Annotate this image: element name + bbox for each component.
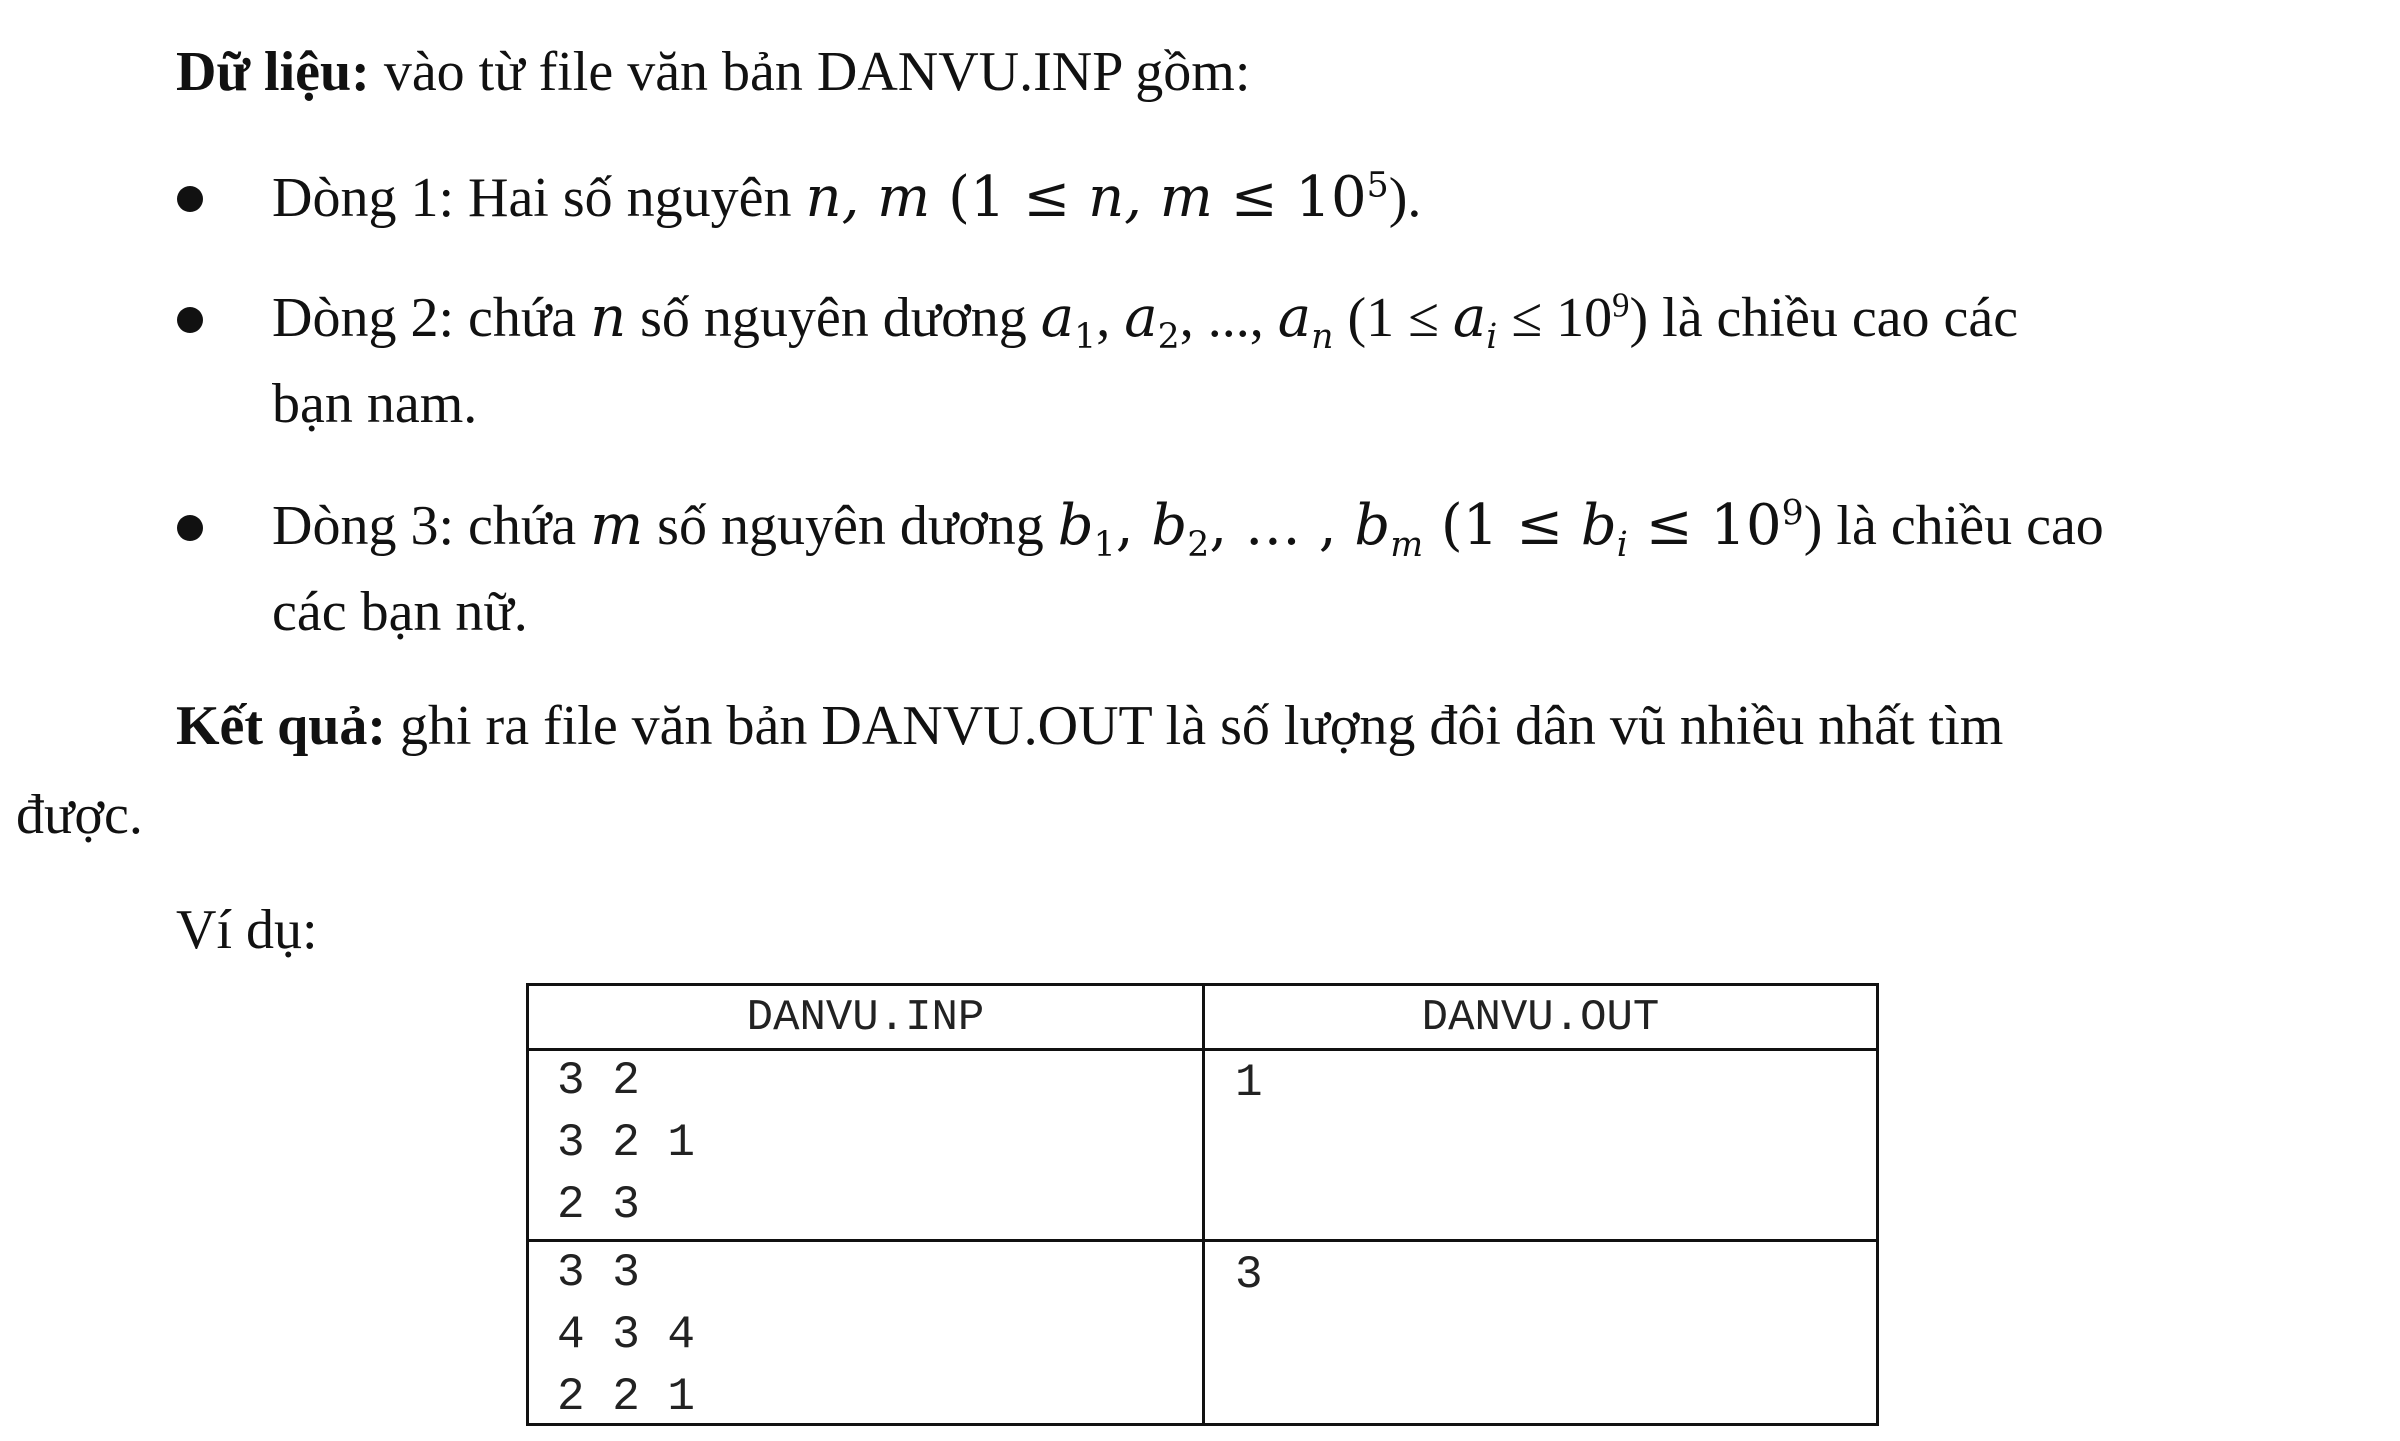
line3-subm: m [1390, 525, 1424, 566]
output-heading: Kết quả: [176, 695, 386, 757]
table-row-2-inp-line-1: 3 3 [557, 1247, 640, 1299]
input-section-line [176, 40, 1250, 104]
line2-middle: số nguyên dương [626, 287, 1041, 349]
bullet-icon [177, 307, 203, 333]
table-row-2-inp-line-2: 4 3 4 [557, 1309, 696, 1361]
line1-constraint-vars: n, m [1088, 165, 1213, 230]
input-heading: Dữ liệu: [176, 41, 370, 103]
line3-c-exp: 9 [1781, 493, 1804, 534]
line2-spec [272, 285, 2384, 358]
line3-c-mid: ≤ 10 [1627, 493, 1782, 558]
line3-continuation: các bạn nữ. [272, 581, 528, 643]
line3-prefix: Dòng 3: chứa [272, 495, 591, 557]
line2-c-close: ) là chiều cao các [1629, 287, 2019, 349]
output-text: ghi ra file văn bản DANVU.OUT là số lượng đôi dân vũ nhiều nhất tìm [386, 695, 2004, 757]
table-row-1-inp-line-2: 3 2 1 [557, 1117, 696, 1169]
line3-spec [272, 493, 2384, 566]
line2-seq-a2: a [1124, 285, 1158, 350]
line2-seq-a1: a [1040, 285, 1075, 350]
line2-subn: n [1311, 317, 1334, 358]
line2-prefix: Dòng 2: chứa [272, 287, 591, 349]
line3-seq-b2: b [1151, 493, 1188, 558]
bullet-icon [177, 515, 203, 541]
line2-ellipsis: , ..., [1179, 287, 1278, 349]
example-label: Ví dụ: [176, 899, 318, 961]
output-continuation: được. [16, 784, 143, 846]
line3-c-open: (1 ≤ [1423, 493, 1581, 558]
line1-constraint-open: (1 ≤ [930, 165, 1089, 230]
table-header-inp: DANVU.INP [746, 993, 985, 1043]
line1-constraint-mid: ≤ 10 [1212, 165, 1367, 230]
line2-sub1: 1 [1074, 317, 1097, 358]
line2-seq-an: a [1277, 285, 1312, 350]
line3-middle: số nguyên dương [643, 495, 1058, 557]
line3-c-var: b [1580, 493, 1617, 558]
line3-seq-bm: b [1354, 493, 1391, 558]
line2-c-mid: ≤ 10 [1497, 287, 1613, 349]
line3-left [272, 493, 2104, 566]
table-column-divider [1202, 986, 1205, 1423]
table-row-2-out: 3 [1235, 1249, 1263, 1301]
line2-c-exp: 9 [1612, 285, 1630, 325]
output-section-line [176, 694, 2384, 758]
table-header-out: DANVU.OUT [1421, 993, 1660, 1043]
input-intro: vào từ file văn bản DANVU.INP gồm: [369, 41, 1251, 103]
line3-ellipsis: , … , [1209, 493, 1355, 558]
sample-table [526, 983, 1879, 1426]
line1-vars: n, m [805, 165, 931, 230]
output-line [176, 694, 2003, 758]
line1-spec [272, 166, 1421, 230]
line3-sub2: 2 [1187, 525, 1210, 566]
line2-left [272, 285, 2019, 358]
line3-sep1: , [1115, 493, 1152, 558]
line2-c-open: (1 ≤ [1333, 287, 1453, 349]
line3-sub1: 1 [1093, 525, 1116, 566]
line3-c-close: ) là chiều cao [1803, 495, 2104, 557]
line1-constraint-close: ). [1388, 167, 1422, 229]
line3-c-sub: i [1616, 525, 1628, 566]
table-row-2-inp-line-3: 2 2 1 [557, 1371, 696, 1423]
line2-c-var: a [1452, 285, 1487, 350]
line2-sub2: 2 [1157, 317, 1180, 358]
table-row-1-out: 1 [1235, 1057, 1263, 1109]
line2-continuation: bạn nam. [272, 373, 478, 435]
table-row-1-inp-line-3: 2 3 [557, 1179, 640, 1231]
line2-var: n [590, 285, 627, 350]
bullet-icon [177, 186, 203, 212]
line3-seq-b1: b [1057, 493, 1094, 558]
line1-exponent: 5 [1366, 165, 1389, 206]
line2-sep1: , [1096, 287, 1125, 349]
table-row-1-inp-line-1: 3 2 [557, 1055, 640, 1107]
line1-prefix: Dòng 1: Hai số nguyên [272, 167, 806, 229]
line3-var: m [590, 493, 644, 558]
table-row-divider [529, 1239, 1876, 1242]
line2-c-sub: i [1486, 317, 1498, 358]
